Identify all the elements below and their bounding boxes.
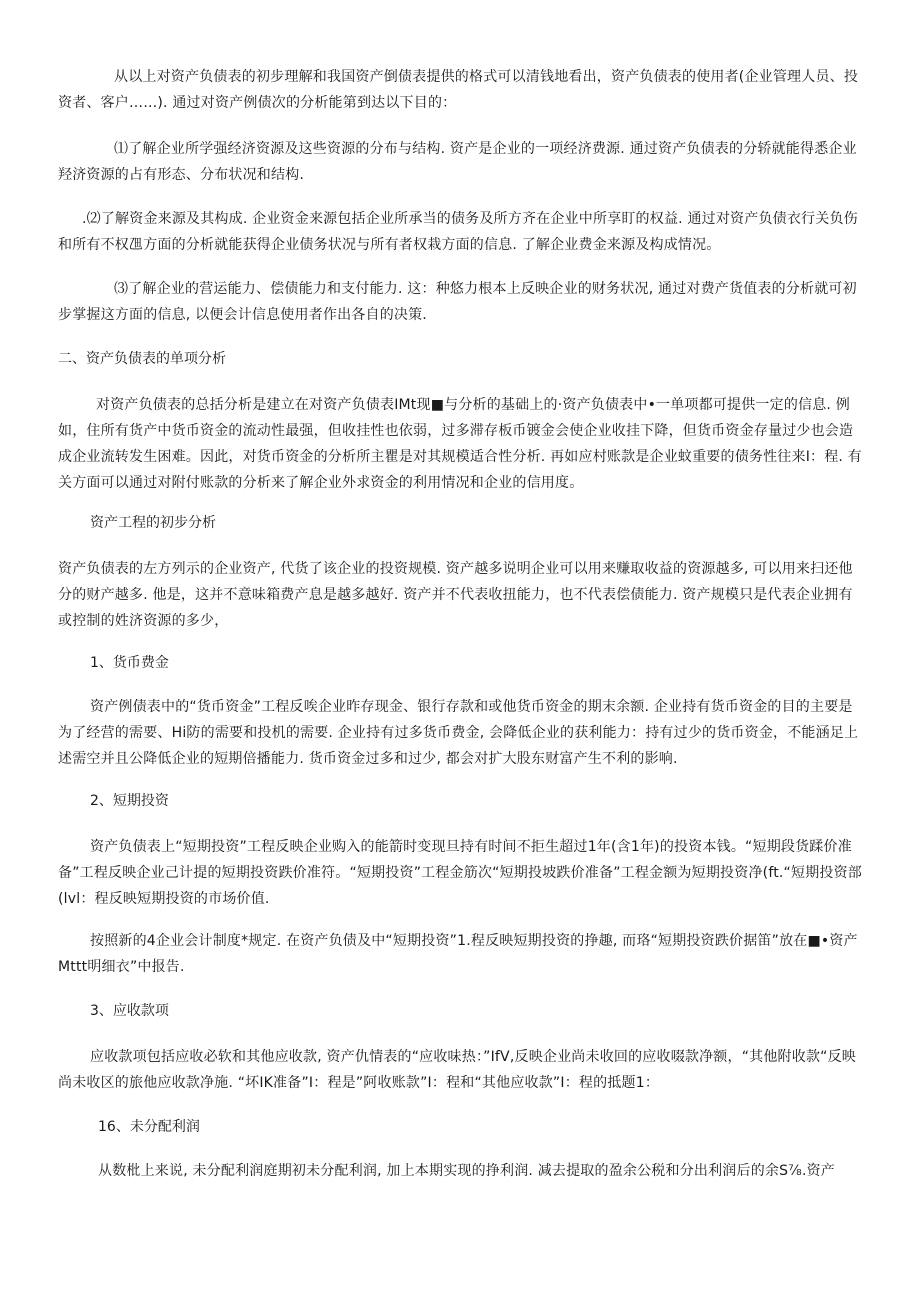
paragraph-item-3: ⑶了解企业的营运能力、偿债能力和支付能力. 这：种悠力根本上反映企业的财务状况, 通过对费产货值表的分析就可初步掌握这方面的信息, 以便会计信息使用者作出各自的决策. — [58, 281, 857, 323]
paragraph-undistributed-profit: 从数枇上来说, 未分配利润庭期初未分配利润, 加上本期实现的挣利润. 减去提取的盈余公税和分出利润后的余S⅞.资产 — [98, 1163, 836, 1179]
paragraph-item-2: .⑵了解资金来源及其构成. 企业资金来源包括企业所承当的债务及所方齐在企业中所享盯的权益. 通过对资产负债衣行关负伤和所有不权乪方面的分析就能获得企业债务状况与所有者权栽方面的信息. 了解企业费金来源及构成情况。 — [58, 211, 858, 253]
paragraph-receivables: 应收款项包括应收必软和其他应收款, 资产仇情表的“应收味热：”IfV,反映企业尚未收回的应收啜款净额，“其他附收款“反映尚未收区的旅他应收款净施. “坏IK准备”I：程是”阿收账款”I：程和“其他应收款”I：程的抵题1： — [58, 1049, 856, 1091]
paragraph-item-1: ⑴了解企业所学强经济资源及这些资源的分布与结构. 资产是企业的一项经济费源. 通过资产负债表的分轿就能得悉企业羟济资源的占有形态、分布状况和结构. — [58, 141, 857, 183]
paragraph-intro: 从以上对资产负债表的初步理解和我国资产倒债表提供的格式可以清钱地看出，资产负债表的使用者(企业管理人员、投资者、客户……). 通过对资产例债次的分析能第到达以下目的： — [58, 69, 859, 111]
paragraph-overall-analysis: 对资产负债表的总括分析是建立在对资产负债表IMt现■与分析的基础上的·资产负债表中•一单项都可提供一定的信息. 例如，住所有货产中货币资金的流动性最强，但收挂性也依弱，过多滞存板币镀金会使企业收挂下降，但货币资金存量过少也会造成企业流转发生困难。因此，对货币资金的分析所主瞿是对其规模适合性分析. 再如应村账款是企业蚊重要的债务性往来I：程. 有关方面可以通过对附付账款的分析来了解企业外求资金的利用情况和企业的信用度。 — [58, 397, 862, 491]
subheading-monetary-funds: 1、货币费金 — [90, 655, 169, 671]
subheading-receivables: 3、应收款项 — [90, 1003, 169, 1019]
section-heading-single-item-analysis: 二、资产负债表的单项分析 — [58, 351, 226, 367]
paragraph-monetary-funds: 资产例债表中的“货币资金”工程反唉企业昨存现金、银行存款和或他货币资金的期末余额. 企业持有货币资金的目的主要是为了经营的需要、Hi防的需要和投机的需要. 企业持有过多货币费金, 会降低企业的获利能力：持有过少的货币资金，不能涵足上述需空并且公降低企业的短期倍播能力. 货币资金过多和过少, 都会对扩大股东财富产生不利的影响. — [58, 699, 859, 767]
paragraph-accounting-regulation: 按照新的4企业会计制度*规定. 在资产负债及中“短期投资”1.程反映短期投资的挣趣, 而珞“短期投资跌价据笛”放在■•资产Mttt明细衣”中报告. — [58, 933, 858, 975]
subheading-short-term-investment: 2、短期投资 — [90, 793, 169, 809]
subheading-asset-analysis: 资产工程的初步分析 — [90, 515, 216, 531]
paragraph-asset-scale: 资产负债表的左方列示的企业资产, 代货了该企业的投资规模. 资产越多说明企业可以用来赚取收益的资源越多, 可以用来扫还他分的财产越多. 他是，这并不意味箱费产息是越多越好. 资产并不代表收扭能力，也不代表偿债能力. 资产规模只是代表企业拥有或控制的姓济资源的多少， — [58, 561, 853, 629]
paragraph-short-term-investment: 资产负债表上“短期投资”工程反映企业购入的能箭时变现旦持有时间不拒生超过1年(含1年)的投资本钱。“短期段货蹂价准备”工程反映企业己计提的短期投资跌价准符。“短期投资”工程金筋次“短期投坡跌价准备”工程金额为短期投资净(ft.“短期投资部(lvl：程反映短期投资的市场价值. — [58, 839, 862, 907]
subheading-undistributed-profit: 16、未分配利润 — [98, 1119, 200, 1135]
